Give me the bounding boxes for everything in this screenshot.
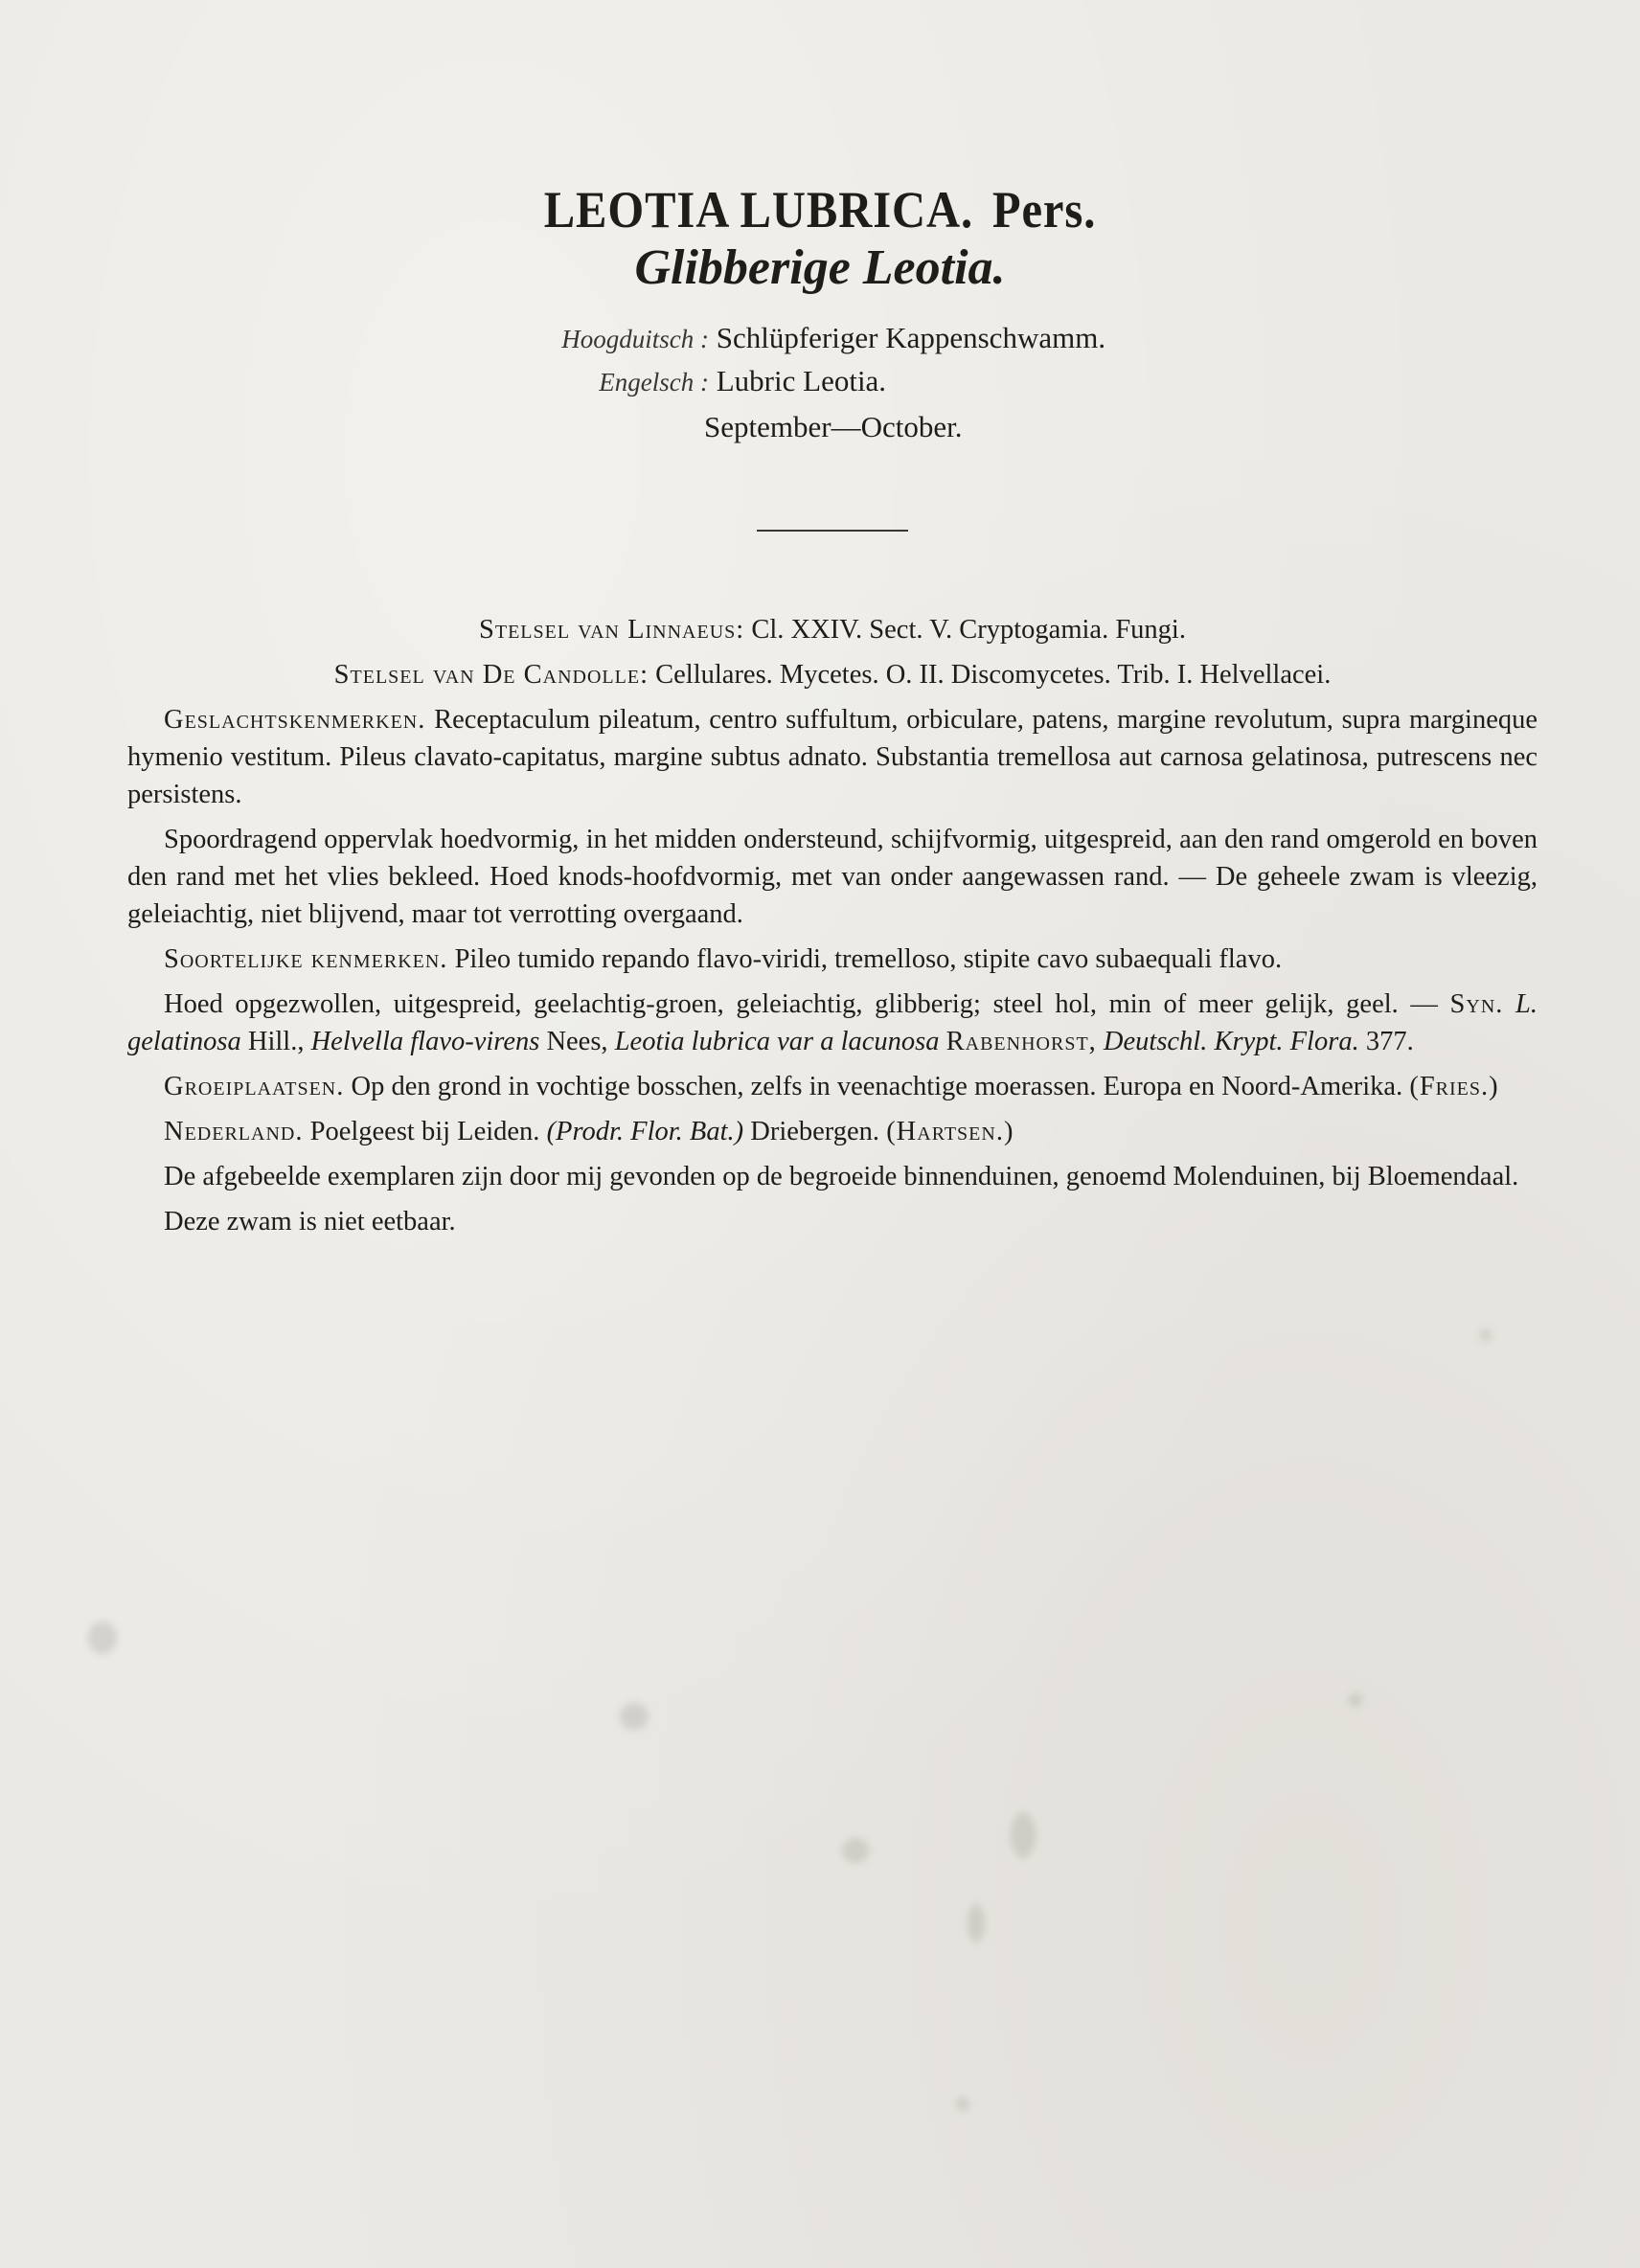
netherlands-text: Driebergen.	[750, 1117, 880, 1146]
netherlands-text: Poelgeest bij Leiden.	[309, 1117, 540, 1146]
species-latin-text: Pileo tumido repando flavo-viridi, tremelloso, stipite cavo subaequali flavo.	[454, 944, 1283, 974]
netherlands-localities	[127, 1113, 1538, 1150]
habitat-label: Groeiplaatsen.	[164, 1072, 345, 1101]
foxing-spot	[968, 1904, 985, 1942]
foxing-spot	[956, 2098, 969, 2111]
species-characters-dutch	[127, 986, 1538, 1060]
specimens-note: De afgebeelde exemplaren zijn door mij gevonden op de begroeide binnenduinen, genoemd Molenduinen, bij Bloemendaal.	[164, 1162, 1519, 1191]
species-dutch-text: Hoed opgezwollen, uitgespreid, geelachtig-groen, geleiachtig, glibberig; steel hol, min of meer gelijk, geel. —	[164, 989, 1438, 1019]
synonyms-label: Syn.	[1449, 989, 1504, 1019]
candolle-label: Stelsel van De Candolle:	[333, 660, 649, 690]
species-characters-latin	[127, 941, 1538, 978]
linnaeus-classification	[127, 611, 1538, 648]
synonym-name: Helvella flavo-virens	[310, 1027, 540, 1056]
foxing-spot	[1480, 1329, 1492, 1341]
synonym-author: Rabenhorst,	[945, 1027, 1097, 1056]
habitat-source: (Fries.)	[1409, 1072, 1499, 1101]
genus-characters-dutch: Spoordragend oppervlak hoedvormig, in het midden ondersteund, schijfvormig, uitgespreid, aan den rand omgerold en boven den rand met het vlies bekleed. Hoed knods-hoofdvormig, met van onder aangewassen rand. — De geheele zwam is vleezig, geleiachtig, niet blijvend, maar tot verrotting overgaand.	[127, 825, 1538, 929]
linnaeus-label: Stelsel van Linnaeus:	[479, 615, 745, 645]
synonym-reference: Deutschl. Krypt. Flora.	[1103, 1027, 1359, 1056]
candolle-classification	[127, 656, 1538, 693]
species-label: Soortelijke kenmerken.	[164, 944, 448, 974]
description-body	[127, 611, 1538, 1248]
foxing-spot	[1349, 1693, 1362, 1707]
page-title	[82, 180, 1559, 239]
synonym-author: Nees,	[546, 1027, 608, 1056]
foxing-spot	[88, 1622, 117, 1654]
foxing-spot	[842, 1838, 869, 1863]
synonym-author: Hill.,	[247, 1027, 305, 1056]
fruiting-season: September—October.	[704, 410, 963, 443]
english-label: Engelsch :	[599, 368, 709, 397]
synonym-name: L. gelatinosa	[127, 989, 1538, 1056]
german-name: Schlüpferiger Kappenschwamm.	[716, 321, 1106, 354]
habitat-text: Op den grond in vochtige bosschen, zelfs in veenachtige moerassen. Europa en Noord-Amerika.	[351, 1072, 1403, 1101]
linnaeus-text: Cl. XXIV. Sect. V. Cryptogamia. Fungi.	[751, 615, 1186, 645]
genus-label: Geslachtskenmerken.	[164, 705, 426, 735]
german-label: Hoogduitsch :	[561, 325, 709, 353]
english-name-line	[536, 364, 886, 398]
netherlands-reference: (Prodr. Flor. Bat.)	[546, 1117, 744, 1146]
netherlands-source: (Hartsen.)	[886, 1117, 1014, 1146]
english-name: Lubric Leotia.	[716, 364, 887, 397]
genus-characters-latin	[127, 701, 1538, 813]
german-name-line	[536, 321, 1105, 355]
synonym-page: 377.	[1365, 1027, 1414, 1056]
edibility-note: Deze zwam is niet eetbaar.	[164, 1207, 456, 1236]
species-author: Pers.	[991, 181, 1097, 238]
netherlands-label: Nederland.	[164, 1117, 304, 1146]
divider-rule	[757, 530, 908, 532]
synonym-name: Leotia lubrica var a lacunosa	[614, 1027, 940, 1056]
dutch-common-name: Glibberige Leotia.	[634, 240, 1006, 295]
genus-latin-text: Receptaculum pileatum, centro suffultum, orbiculare, patens, margine revolutum, supra margineque hymenio vestitum. Pileus clavato-capitatus, margine subtus adnato. Substantia tremellosa aut carnosa gelatinosa, putrescens nec persistens.	[127, 705, 1538, 809]
foxing-spot	[620, 1703, 649, 1730]
foxing-spot	[1011, 1812, 1036, 1858]
candolle-text: Cellulares. Mycetes. O. II. Discomycetes. Trib. I. Helvellacei.	[655, 660, 1332, 690]
habitat	[127, 1068, 1538, 1105]
species-name: LEOTIA LUBRICA.	[543, 181, 974, 238]
